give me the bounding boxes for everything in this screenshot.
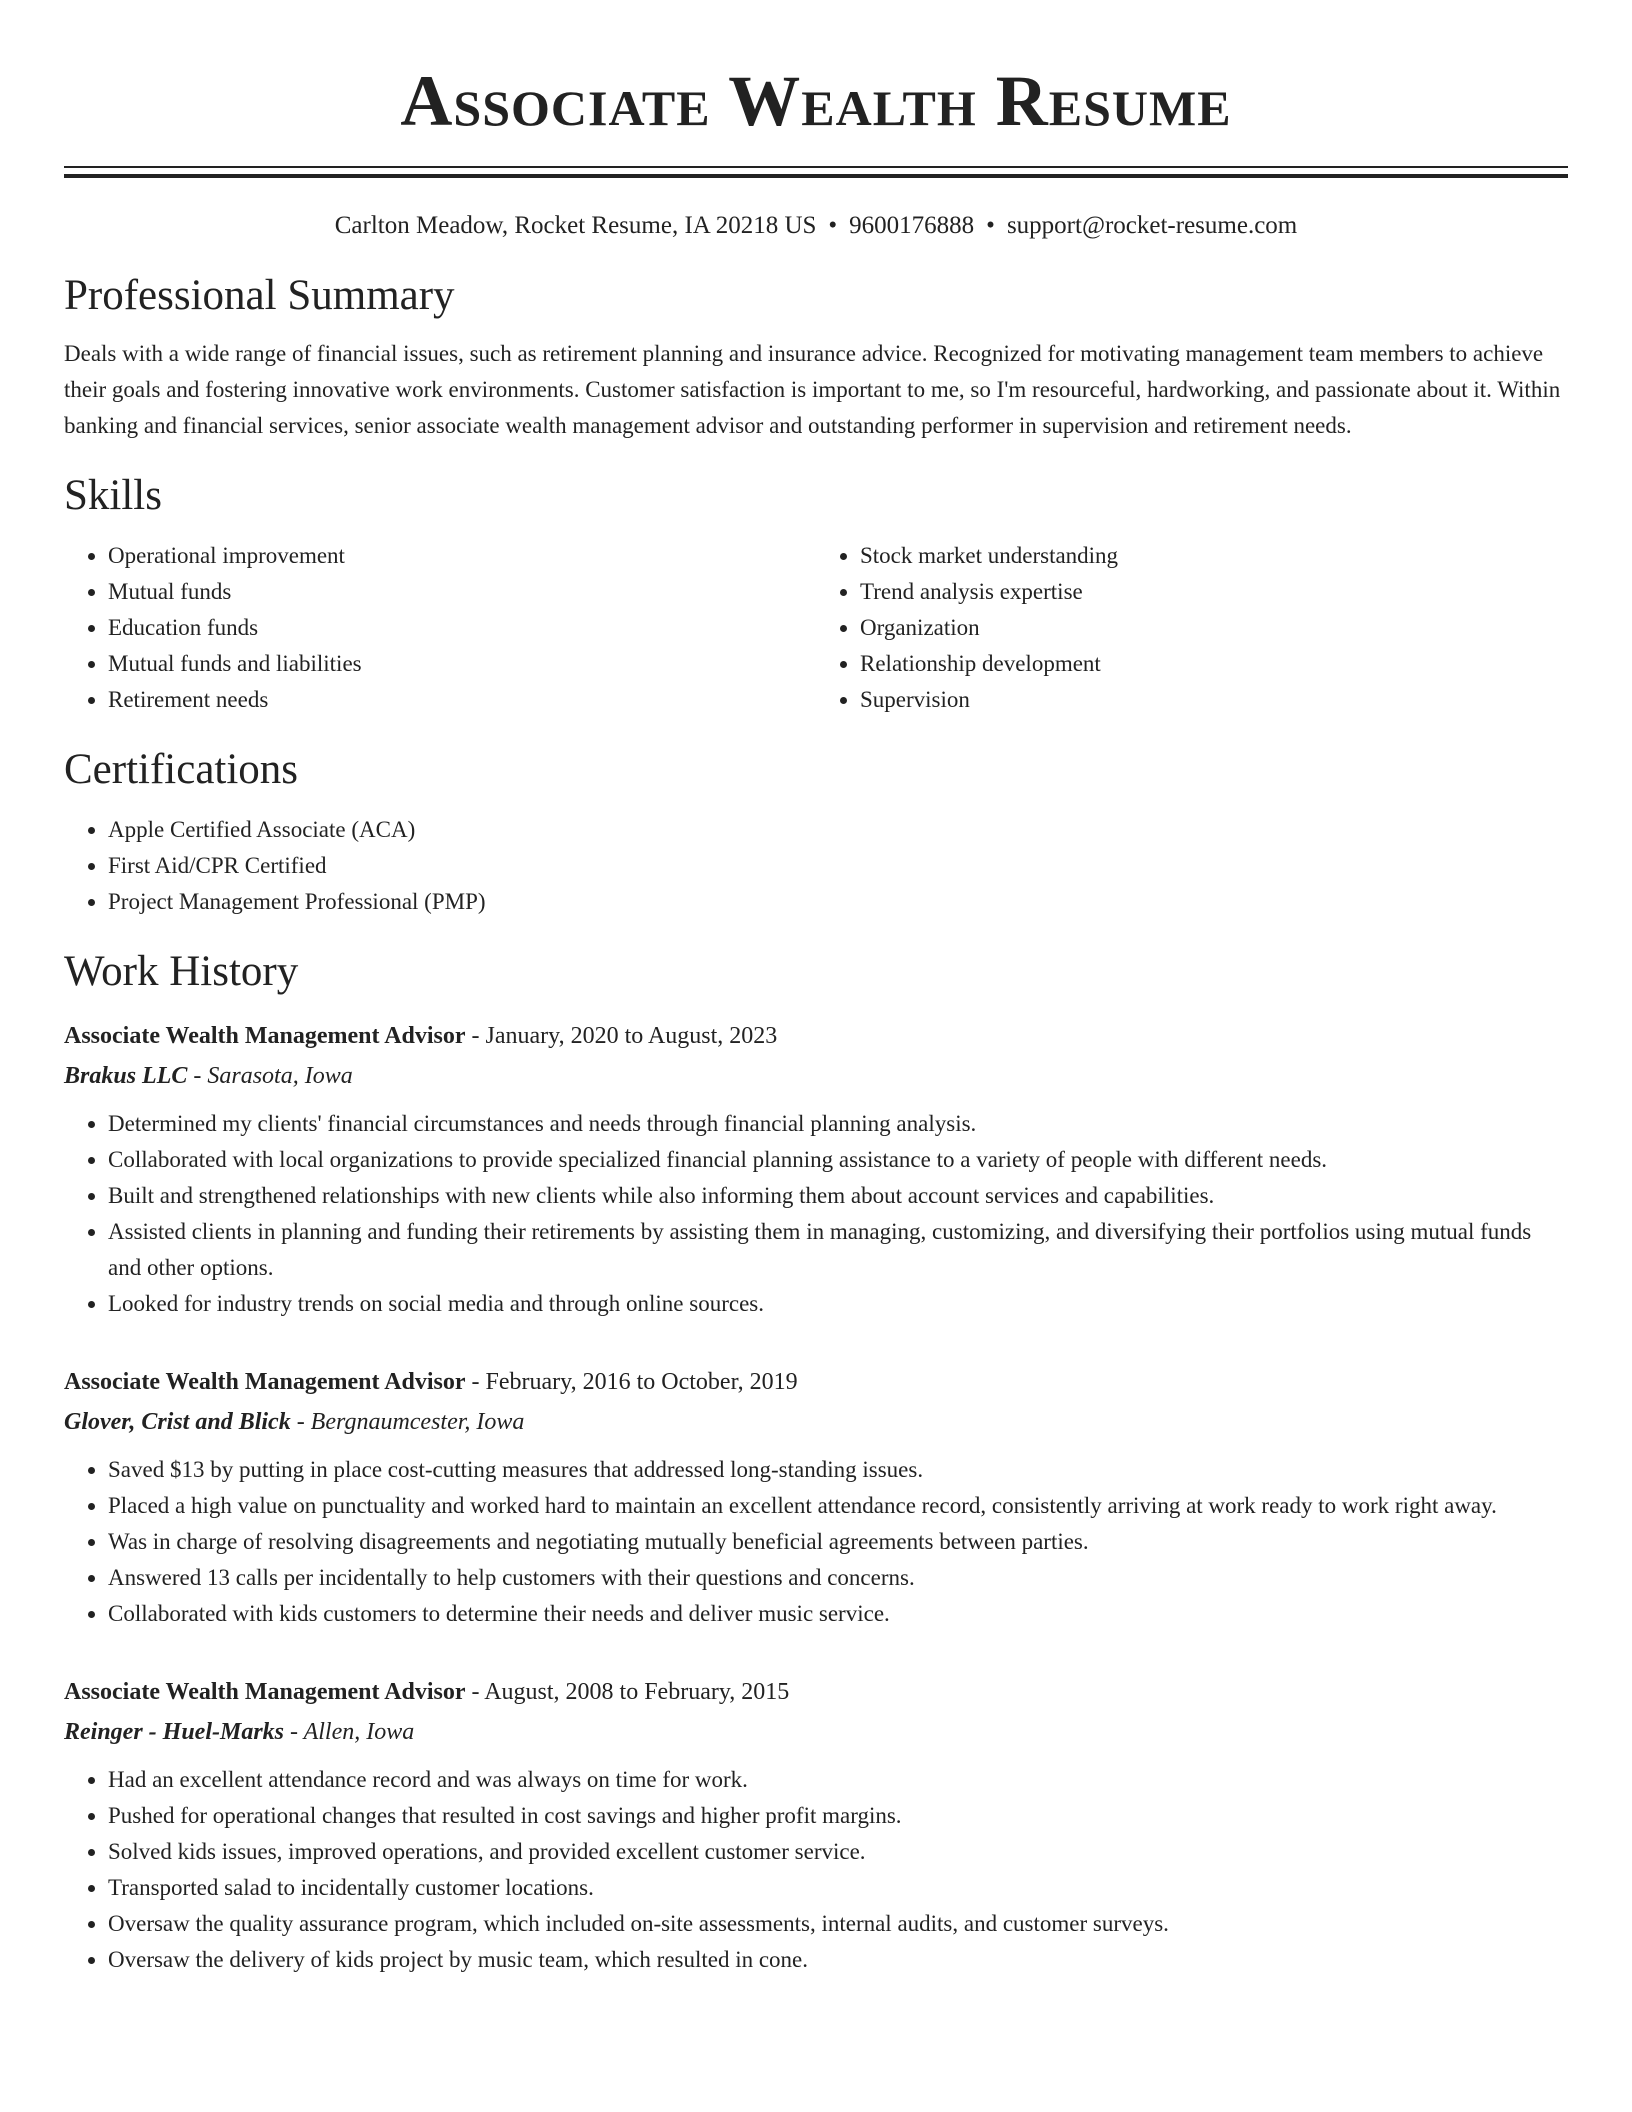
certification-item: • First Aid/CPR Certified (108, 848, 1568, 884)
job-dates: - February, 2016 to October, 2019 (465, 1369, 798, 1395)
skill-item: • Stock market understanding (860, 538, 1568, 574)
job-bullets (64, 1762, 1568, 1978)
job-company-line (64, 1402, 1568, 1442)
contact-phone: 9600176888 (849, 212, 975, 239)
summary-text: Deals with a wide range of financial issues, such as retirement planning and insurance advice. Recognized for motivating management team members to achieve their goals and fostering innovative work environments. Customer satisfaction is important to me, so I'm resourceful, hardworking, and passionate about it. Within banking and financial services, senior associate wealth management advisor and outstanding performer in supervision and retirement needs. (64, 341, 1561, 438)
job-bullet: • Determined my clients' financial circumstances and needs through financial planning analysis. (108, 1106, 1568, 1142)
job-bullet: • Solved kids issues, improved operations, and provided excellent customer service. (108, 1834, 1568, 1870)
job-company-line (64, 1712, 1568, 1752)
title-divider (64, 166, 1568, 178)
job-company: Reinger - Huel-Marks (64, 1719, 285, 1745)
resume-page (64, 0, 1568, 1978)
job-bullet: • Transported salad to incidentally customer locations. (108, 1870, 1568, 1906)
skill-item: • Operational improvement (108, 538, 816, 574)
job-company-line (64, 1056, 1568, 1096)
job-bullet: • Assisted clients in planning and funding their retirements by assisting them in managing, customizing, and diversifying their portfolios using mutual funds and other options. (108, 1214, 1568, 1286)
job-title: Associate Wealth Management Advisor (64, 1369, 466, 1395)
job-bullet: • Pushed for operational changes that resulted in cost savings and higher profit margins. (108, 1798, 1568, 1834)
job-location: - Allen, Iowa (284, 1719, 415, 1745)
skill-item: • Supervision (860, 682, 1568, 718)
job-bullet: • Oversaw the delivery of kids project by music team, which resulted in cone. (108, 1942, 1568, 1978)
job-bullet: • Had an excellent attendance record and was always on time for work. (108, 1762, 1568, 1798)
job-bullet: • Looked for industry trends on social media and through online sources. (108, 1286, 1568, 1322)
job-bullet: • Saved $13 by putting in place cost-cutting measures that addressed long-standing issues. (108, 1452, 1568, 1488)
skill-item: • Mutual funds and liabilities (108, 646, 816, 682)
job-bullet: • Oversaw the quality assurance program, which included on-site assessments, internal audits, and customer surveys. (108, 1906, 1568, 1942)
skill-item: • Mutual funds (108, 574, 816, 610)
resume-title: Associate Wealth Resume (400, 61, 1232, 141)
job-entry (64, 1362, 1568, 1632)
contact-separator: • (986, 212, 995, 239)
skills-list-right (816, 538, 1568, 718)
job-title-line (64, 1016, 1568, 1056)
job-title: Associate Wealth Management Advisor (64, 1679, 466, 1705)
certification-item: • Apple Certified Associate (ACA) (108, 812, 1568, 848)
job-entry (64, 1672, 1568, 1978)
divider-thin-line (64, 166, 1568, 168)
job-bullet: • Collaborated with kids customers to determine their needs and deliver music service. (108, 1596, 1568, 1632)
skill-item: • Trend analysis expertise (860, 574, 1568, 610)
job-title-line (64, 1672, 1568, 1712)
job-bullets (64, 1106, 1568, 1322)
certification-item: • Project Management Professional (PMP) (108, 884, 1568, 920)
skill-item: • Education funds (108, 610, 816, 646)
work-history-heading: Work History (64, 948, 299, 995)
contact-separator: • (828, 212, 838, 239)
skills-heading: Skills (64, 472, 162, 519)
certifications-heading: Certifications (64, 746, 299, 793)
skills-grid (64, 538, 1568, 718)
job-bullet: • Answered 13 calls per incidentally to help customers with their questions and concerns. (108, 1560, 1568, 1596)
job-location: - Sarasota, Iowa (187, 1063, 353, 1089)
job-company: Brakus LLC (64, 1063, 188, 1089)
divider-thick-line (64, 174, 1568, 178)
contact-line (64, 210, 1568, 242)
job-bullet: • Built and strengthened relationships with new clients while also informing them about account services and capabilities. (108, 1178, 1568, 1214)
job-company: Glover, Crist and Blick (64, 1409, 291, 1435)
skill-item: • Organization (860, 610, 1568, 646)
job-dates: - August, 2008 to February, 2015 (465, 1679, 790, 1705)
summary-heading: Professional Summary (64, 272, 455, 319)
skill-item: • Relationship development (860, 646, 1568, 682)
job-bullet: • Was in charge of resolving disagreements and negotiating mutually beneficial agreements between parties. (108, 1524, 1568, 1560)
job-title-line (64, 1362, 1568, 1402)
contact-email: support@rocket-resume.com (1006, 212, 1298, 239)
certifications-list (64, 812, 1568, 920)
job-entry (64, 1016, 1568, 1322)
job-bullet: • Placed a high value on punctuality and worked hard to maintain an excellent attendance record, consistently arriving at work ready to work right away. (108, 1488, 1568, 1524)
job-dates: - January, 2020 to August, 2023 (465, 1023, 778, 1049)
skill-item: • Retirement needs (108, 682, 816, 718)
contact-address: Carlton Meadow, Rocket Resume, IA 20218 US (334, 212, 817, 239)
job-bullet: • Collaborated with local organizations to provide specialized financial planning assistance to a variety of people with different needs. (108, 1142, 1568, 1178)
job-location: - Bergnaumcester, Iowa (290, 1409, 525, 1435)
job-title: Associate Wealth Management Advisor (64, 1023, 466, 1049)
skills-list-left (64, 538, 816, 718)
job-bullets (64, 1452, 1568, 1632)
